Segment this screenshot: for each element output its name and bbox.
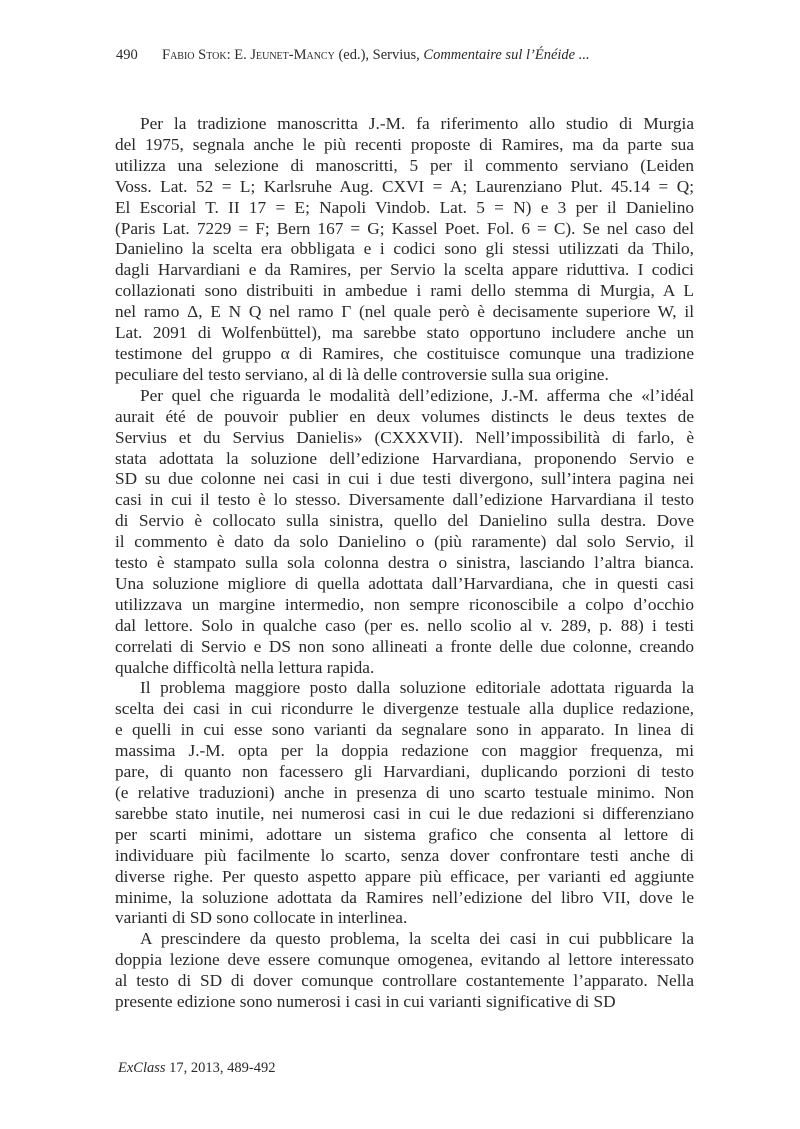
text-line: pare, di quanto non facessero gli Harvardiani, duplicando porzioni di testo xyxy=(115,762,694,782)
footer-journal: ExClass xyxy=(118,1060,166,1076)
text-line: di Servio è collocato sulla sinistra, quello del Danielino sulla destra. Dove xyxy=(115,511,694,531)
text-line: sarebbe stato inutile, nei numerosi casi in cui le due redazioni si differenziano xyxy=(115,803,694,823)
text-line: scelta dei casi in cui ricondurre le divergenze testuale alla duplice redazione, xyxy=(115,699,694,719)
text-line: correlati di Servio e DS non sono allineati a fronte delle due colonne, creando xyxy=(115,636,694,656)
text-line: utilizzava un margine intermedio, non sempre riconoscibile a colpo d’occhio xyxy=(115,594,694,614)
page-number: 490 xyxy=(116,47,138,63)
text-line: nel ramo Δ, E N Q nel ramo Γ (nel quale però è decisamente superiore W, il xyxy=(115,302,694,322)
text-line: individuare più facilmente lo scarto, senza dover confrontare testi anche di xyxy=(115,845,694,865)
text-line: aurait été de pouvoir publier en deux volumes distincts le deus textes de xyxy=(115,406,694,426)
text-line: Servius et du Servius Danielis» (CXXXVII). Nell’impossibilità di farlo, è xyxy=(115,427,694,447)
text-line: e quelli in cui esse sono varianti da segnalare sono in apparato. In linea di xyxy=(115,720,694,740)
running-header xyxy=(116,47,716,64)
body-text xyxy=(115,114,694,1013)
footer-citation: 17, 2013, 489-492 xyxy=(165,1060,276,1076)
text-line: El Escorial T. II 17 = E; Napoli Vindob. Lat. 5 = N) e 3 per il Danielino xyxy=(115,197,694,217)
text-line: Danielino la scelta era obbligata e i codici sono gli stessi utilizzati da Thilo, xyxy=(115,239,694,259)
page-footer xyxy=(118,1060,276,1077)
text-line: dal lettore. Solo in qualche caso (per es. nello scolio al v. 289, p. 88) i testi xyxy=(115,615,694,635)
header-reviewed-author: E. Jeunet-Mancy xyxy=(234,47,335,63)
text-line: collazionati sono distribuiti in ambedue i rami dello stemma di Murgia, A L xyxy=(115,281,694,301)
text-line: doppia lezione deve essere comunque omogenea, evitando al lettore interessato xyxy=(115,950,694,970)
text-line: minime, la soluzione adottata da Ramires nell’edizione del libro VII, dove le xyxy=(115,887,694,907)
text-line: dagli Harvardiani e da Ramires, per Servio la scelta appare riduttiva. I codici xyxy=(115,260,694,280)
text-line: A prescindere da questo problema, la scelta dei casi in cui pubblicare la xyxy=(140,929,694,949)
paragraph xyxy=(115,929,694,1013)
text-line: SD su due colonne nei casi in cui i due testi divergono, sull’intera pagina nei xyxy=(115,469,694,489)
text-line: qualche difficoltà nella lettura rapida. xyxy=(115,657,375,677)
text-line: varianti di SD sono collocate in interlinea. xyxy=(115,908,408,928)
text-line: massima J.-M. opta per la doppia redazione con maggior frequenza, mi xyxy=(115,741,694,761)
text-line: utilizza una selezione di manoscritti, 5 per il commento serviano (Leiden xyxy=(115,155,694,175)
text-line: presente edizione sono numerosi i casi in cui varianti significative di SD xyxy=(115,992,616,1012)
text-line: stata adottata la soluzione dell’edizione Harvardiana, proponendo Servio e xyxy=(115,448,694,468)
text-line: peculiare del testo serviano, al di là delle controversie sulla sua origine. xyxy=(115,364,609,384)
text-line: testimone del gruppo α di Ramires, che costituisce comunque una tradizione xyxy=(115,343,694,363)
header-title: Commentaire sul l’Énéide ... xyxy=(423,47,590,63)
text-line: Per la tradizione manoscritta J.-M. fa riferimento allo studio di Murgia xyxy=(140,114,694,133)
text-line: (e relative traduzioni) anche in presenza di uno scarto testuale minimo. Non xyxy=(115,783,694,802)
paragraph xyxy=(115,386,694,679)
header-author: Fabio Stok xyxy=(162,47,227,63)
paragraph xyxy=(115,678,694,929)
text-line: casi in cui il testo è lo stesso. Diversamente dall’edizione Harvardiana il testo xyxy=(115,490,694,510)
text-line: Per quel che riguarda le modalità dell’edizione, J.-M. afferma che «l’idéal xyxy=(140,385,694,405)
text-line: del 1975, segnala anche le più recenti proposte di Ramires, ma da parte sua xyxy=(115,134,694,154)
text-line: il commento è dato da solo Danielino o (più raramente) dal solo Servio, il xyxy=(115,532,694,552)
text-line: diverse righe. Per questo aspetto appare più efficace, per varianti ed aggiunte xyxy=(115,866,694,886)
header-ed-note: (ed.), Servius, xyxy=(334,47,424,63)
paragraph xyxy=(115,114,694,386)
text-line: per scarti minimi, adottare un sistema grafico che consenta al lettore di xyxy=(115,824,694,844)
text-line: Lat. 2091 di Wolfenbüttel), ma sarebbe stato opportuno includere anche un xyxy=(115,323,694,343)
text-line: (Paris Lat. 7229 = F; Bern 167 = G; Kassel Poet. Fol. 6 = C). Se nel caso del xyxy=(115,218,694,238)
header-separator: : xyxy=(226,47,235,63)
text-line: Il problema maggiore posto dalla soluzione editoriale adottata riguarda la xyxy=(140,678,694,698)
text-line: Voss. Lat. 52 = L; Karlsruhe Aug. CXVI = A; Laurenziano Plut. 45.14 = Q; xyxy=(115,176,694,196)
text-line: testo è stampato sulla sola colonna destra o sinistra, lasciando l’altra bianca. xyxy=(115,553,694,573)
text-line: al testo di SD di dover comunque controllare costantemente l’apparato. Nella xyxy=(115,971,694,991)
text-line: Una soluzione migliore di quella adottata dall’Harvardiana, che in questi casi xyxy=(115,573,694,593)
